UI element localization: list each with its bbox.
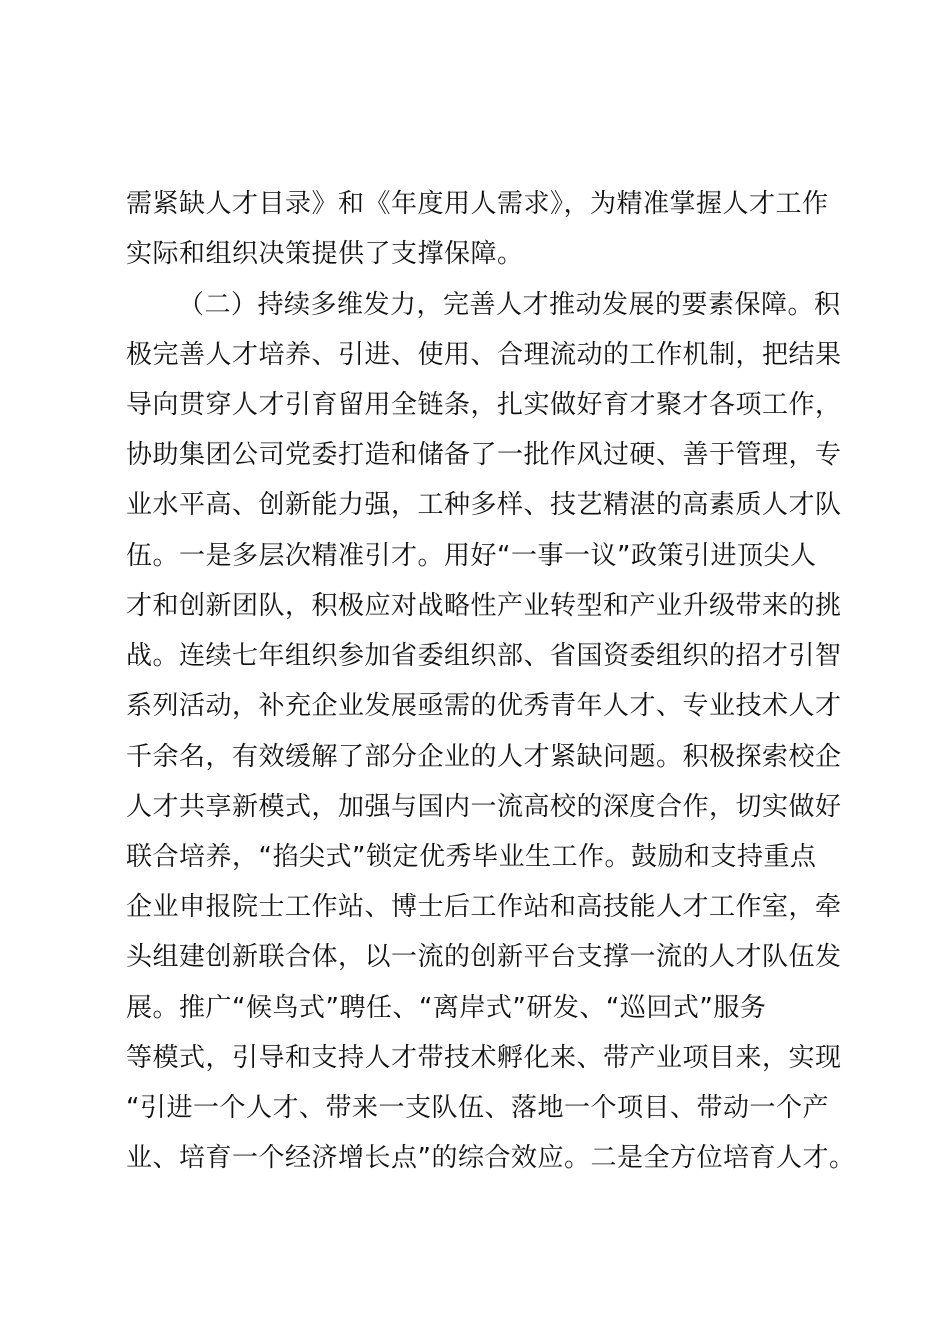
text-line: 企业申报院士工作站、博士后工作站和高技能人才工作室，牵 — [126, 892, 842, 922]
text-line: 导向贯穿人才引育留用全链条，扎实做好育才聚才各项工作， — [126, 390, 842, 420]
text-line: “引进一个人才、带来一支队伍、落地一个项目、带动一个产 — [126, 1093, 829, 1123]
text-line: 伍。一是多层次精准引才。用好“一事一议”政策引进顶尖人 — [126, 541, 817, 571]
section-heading-line: （二）持续多维发力，完善人才推动发展的要素保障。积 — [178, 290, 841, 320]
text-line: 展。推广“候鸟式”聘任、“离岸式”研发、“巡回式”服务 — [126, 993, 767, 1023]
text-line: 系列活动，补充企业发展亟需的优秀青年人才、专业技术人才 — [126, 691, 842, 721]
text-line: 千余名，有效缓解了部分企业的人才紧缺问题。积极探索校企 — [126, 742, 842, 772]
text-line: 头组建创新联合体，以一流的创新平台支撑一流的人才队伍发 — [126, 942, 842, 972]
text-line: 实际和组织决策提供了支撑保障。 — [126, 239, 524, 269]
text-line: 联合培养，“掐尖式”锁定优秀毕业生工作。鼓励和支持重点 — [126, 842, 817, 872]
text-line: 业水平高、创新能力强，工种多样、技艺精湛的高素质人才队 — [126, 490, 842, 520]
text-line: 人才共享新模式，加强与国内一流高校的深度合作，切实做好 — [126, 792, 842, 822]
text-line: 战。连续七年组织参加省委组织部、省国资委组织的招才引智 — [126, 641, 842, 671]
text-line: 需紧缺人才目录》和《年度用人需求》，为精准掌握人才工作 — [126, 189, 829, 219]
text-line: 等模式，引导和支持人才带技术孵化来、带产业项目来，实现 — [126, 1043, 842, 1073]
text-line: 协助集团公司党委打造和储备了一批作风过硬、善于管理，专 — [126, 440, 842, 470]
text-line: 才和创新团队，积极应对战略性产业转型和产业升级带来的挑 — [126, 591, 842, 621]
text-line: 业、培育一个经济增长点”的综合效应。二是全方位培育人才。 — [126, 1143, 856, 1173]
text-line: 极完善人才培养、引进、使用、合理流动的工作机制，把结果 — [126, 340, 842, 370]
